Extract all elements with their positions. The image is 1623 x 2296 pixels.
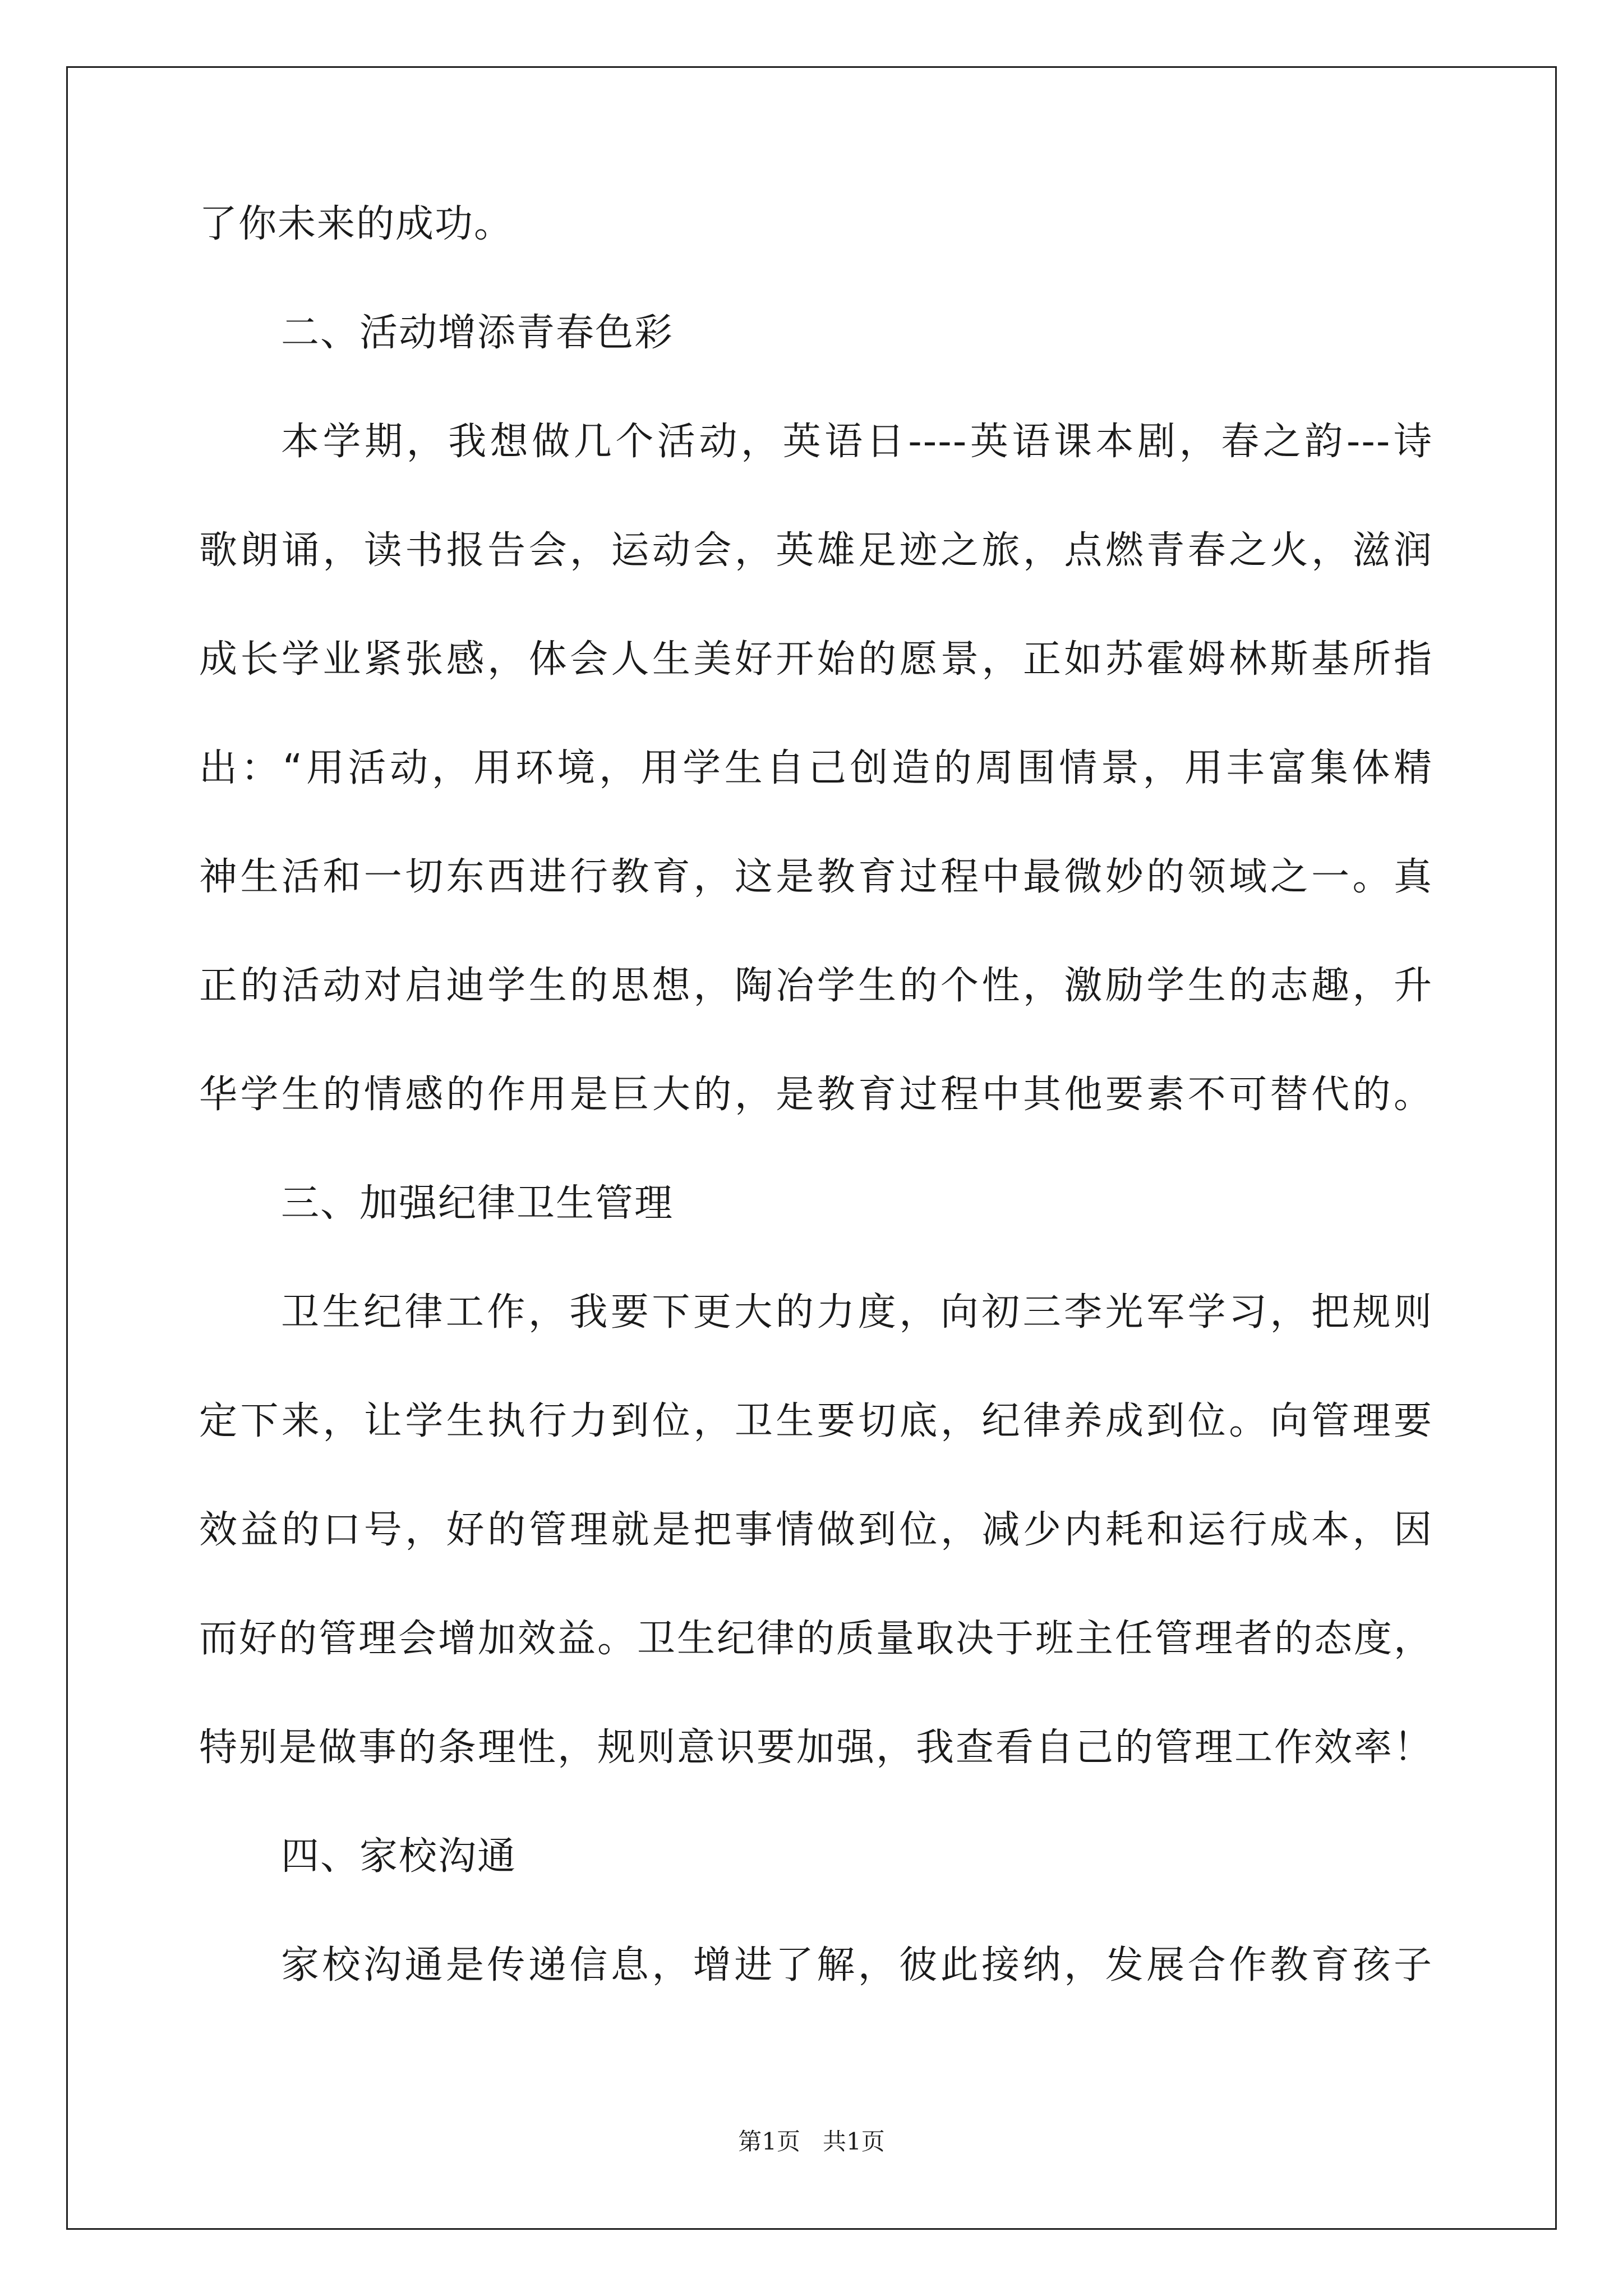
section-heading: 三、加强纪律卫生管理 bbox=[281, 1181, 674, 1226]
paragraph-line: 了你未来的成功。 bbox=[199, 202, 514, 246]
paragraph-line: 家校沟通是传递信息，增进了解，彼此接纳，发展合作教育孩子 bbox=[281, 1943, 1433, 1987]
paragraph-line: 卫生纪律工作，我要下更大的力度，向初三李光军学习，把规则 bbox=[281, 1290, 1433, 1335]
paragraph-line: 效益的口号，好的管理就是把事情做到位，减少内耗和运行成本，因 bbox=[199, 1508, 1433, 1552]
section-heading: 四、家校沟通 bbox=[281, 1834, 517, 1879]
paragraph-line: 神生活和一切东西进行教育，这是教育过程中最微妙的领域之一。真 bbox=[199, 855, 1433, 899]
page-number: 第1页 bbox=[738, 2128, 800, 2155]
page-total: 共1页 bbox=[823, 2128, 885, 2155]
paragraph-line: 定下来，让学生执行力到位，卫生要切底，纪律养成到位。向管理要 bbox=[199, 1399, 1433, 1443]
paragraph-line: 正的活动对启迪学生的思想，陶冶学生的个性，激励学生的志趣，升 bbox=[199, 964, 1433, 1008]
document-body bbox=[199, 191, 1433, 2041]
section-heading: 二、活动增添青春色彩 bbox=[281, 311, 674, 355]
paragraph-line: 华学生的情感的作用是巨大的，是教育过程中其他要素不可替代的。 bbox=[199, 1073, 1433, 1117]
paragraph-line: 而好的管理会增加效益。卫生纪律的质量取决于班主任管理者的态度， bbox=[199, 1617, 1433, 1661]
paragraph-line: 出：“用活动，用环境，用学生自己创造的周围情景，用丰富集体精 bbox=[199, 746, 1433, 790]
paragraph-line: 歌朗诵，读书报告会，运动会，英雄足迹之旅，点燃青春之火，滋润 bbox=[199, 528, 1433, 573]
paragraph-line: 本学期，我想做几个活动，英语日----英语课本剧，春之韵---诗 bbox=[281, 420, 1433, 464]
paragraph-line: 特别是做事的条理性，规则意识要加强，我查看自己的管理工作效率！ bbox=[199, 1726, 1433, 1770]
paragraph-line: 成长学业紧张感，体会人生美好开始的愿景，正如苏霍姆林斯基所指 bbox=[199, 637, 1433, 682]
page-footer bbox=[0, 2125, 1623, 2159]
